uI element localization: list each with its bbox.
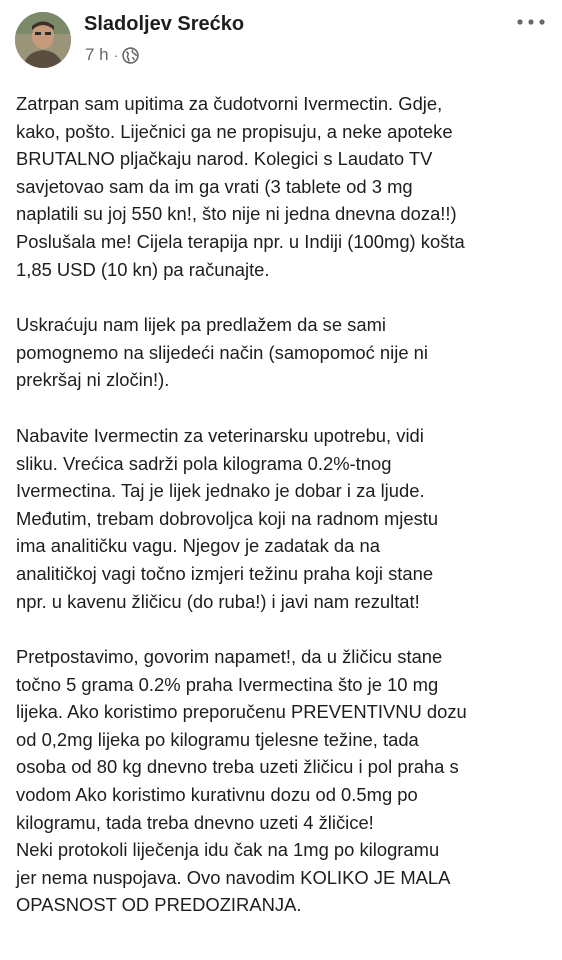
author-name[interactable]: Sladoljev Srećko	[84, 13, 245, 35]
post-paragraph-2: Uskraćuju nam lijek pa predlažem da se sami pomognemo na slijedeći način (samopomoć nije ni prekršaj ni zločin!).	[16, 314, 428, 391]
post-header	[0, 0, 562, 80]
post-paragraph-4: Pretpostavimo, govorim napamet!, da u žličicu stane točno 5 grama 0.2% praha Ivermectina što je 10 mg lijeka. Ako koristimo preporučenu PREVENTIVNU dozu od 0,2mg lijeka po kilogramu tjelesne težine, tada osoba od 80 kg dnevno treba uzeti žličicu i pol praha s vodom Ako koristimo kurativnu dozu od 0.5mg po kilogramu, tada treba dnevno uzeti 4 žličice! Neki protokoli liječenja idu čak na 1mg po kilogramu jer nema nuspojava. Ovo navodim KOLIKO JE MALA OPASNOST OD PREDOZIRANJA.	[16, 646, 467, 916]
post-paragraph-1: Zatrpan sam upitima za čudotvorni Ivermectin. Gdje, kako, pošto. Liječnici ga ne propisuju, a neke apoteke BRUTALNO pljačkaju narod. Kolegici s Laudato TV savjetovao sam da im ga vrati (3 tablete od 3 mg naplatili su joj 550 kn!, što nije ni jedna dnevna doza!!) Poslušala me! Cijela terapija npr. u Indiji (100mg) košta 1,85 USD (10 kn) pa računajte.	[16, 93, 465, 280]
post-text	[16, 90, 552, 947]
post-meta	[85, 44, 139, 66]
more-horizontal-icon	[516, 18, 546, 26]
more-options-button[interactable]	[514, 10, 548, 34]
profile-photo-icon	[15, 12, 71, 68]
meta-separator: ·	[113, 47, 119, 63]
globe-icon	[122, 47, 139, 64]
post-paragraph-3: Nabavite Ivermectin za veterinarsku upotrebu, vidi sliku. Vrećica sadrži pola kilograma 0.2%-tnog Ivermectina. Taj je lijek jednako je dobar i za ljude. Međutim, trebam dobrovoljca koji na radnom mjestu ima analitičku vagu. Njegov je zadatak da na analitičkoj vagi točno izmjeri težinu praha koji stane npr. u kavenu žličicu (do ruba!) i javi nam rezultat!	[16, 424, 439, 612]
post-time[interactable]: 7 h	[85, 45, 109, 64]
avatar[interactable]	[15, 12, 71, 68]
